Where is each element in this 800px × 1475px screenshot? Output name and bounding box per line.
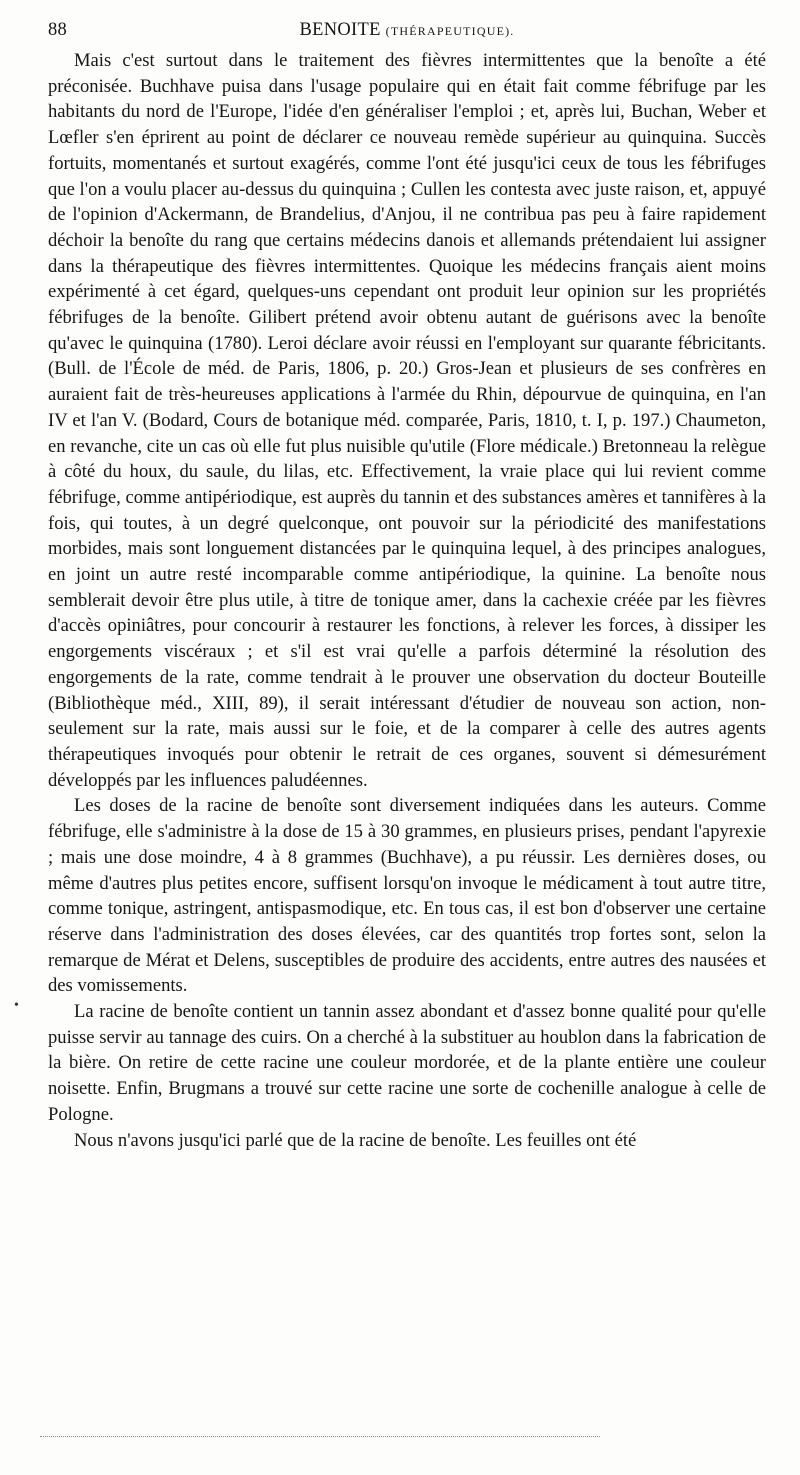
running-head	[48, 20, 766, 48]
header-title: BENOITE	[299, 20, 381, 40]
body-text	[48, 48, 766, 1153]
paragraph-tannin: La racine de benoîte contient un tannin assez abondant et d'assez bonne qualité pour qu'elle puisse servir au tannage des cuirs. On a cherché à la substituer au houblon dans la fabrication de la bière. On retire de cette racine une couleur mordorée, et de la plante entière une couleur noisette. Enfin, Brugmans a trouvé sur cette racine une sorte de cochenille analogue à celle de Pologne.	[48, 1001, 766, 1125]
header-subtitle: (THÉRAPEUTIQUE).	[385, 24, 515, 38]
header-title-group	[48, 20, 766, 41]
margin-mark: •	[14, 998, 19, 1013]
paragraph-doses: Les doses de la racine de benoîte sont diversement indiquées dans les auteurs. Comme fébrifuge, elle s'administre à la dose de 15 à 30 grammes, en plusieurs prises, pendant l'apyrexie ; mais une dose moindre, 4 à 8 grammes (Buchhave), a pu réussir. Les dernières doses, ou même d'autres plus petites encore, suffisent lorsqu'on invoque le médicament à tout autre titre, comme tonique, astringent, antispasmodique, etc. En tous cas, il est bon d'observer une certaine réserve dans l'administration des doses élevées, car des quantités trop fortes sont, selon la remarque de Mérat et Delens, susceptibles de produire des accidents, entre autres des nausées et des vomissements.	[48, 795, 766, 997]
page-number: 88	[48, 20, 68, 40]
paragraph-fevers: Mais c'est surtout dans le traitement des fièvres intermittentes que la benoîte a été préconisée. Buchhave puisa dans l'usage populaire qui en était fait comme fébrifuge par les habitants du nord de l'Europe, l'idée d'en généraliser l'emploi ; et, après lui, Buchan, Weber et Lœfler s'en éprirent au point de déclarer ce nouveau remède supérieur au quinquina. Succès fortuits, momentanés et surtout exagérés, comme l'ont été jusqu'ici ceux de tous les fébrifuges que l'on a voulu placer au-dessus du quinquina ; Cullen les contesta avec juste raison, et, appuyé de l'opinion d'Ackermann, de Brandelius, d'Anjou, il ne contribua pas peu à faire rapidement déchoir la benoîte du rang que certains médecins danois et allemands prétendaient lui assigner dans la thérapeutique des fièvres intermittentes. Quoique les médecins français aient moins expérimenté à cet égard, quelques-uns cependant ont produit leur opinion sur les propriétés fébrifuges de la benoîte. Gilibert prétend avoir obtenu autant de guérisons avec la benoîte qu'avec le quinquina (1780). Leroi déclare avoir réussi en l'employant sur quarante fébricitants. (Bull. de l'École de méd. de Paris, 1806, p. 20.) Gros-Jean et plusieurs de ses confrères en auraient fait de très-heureuses applications à l'armée du Rhin, dépourvue de quinquina, en l'an IV et l'an V. (Bodard, Cours de botanique méd. comparée, Paris, 1810, t. I, p. 197.) Chaumeton, en revanche, cite un cas où elle fut plus nuisible qu'utile (Flore médicale.) Bretonneau la relègue à côté du houx, du saule, du lilas, etc. Effectivement, la vraie place qui lui revient comme fébrifuge, comme antipériodique, est auprès du tannin et des substances amères et tannifères à la fois, qui toutes, à un degré quelconque, ont pouvoir sur la périodicité des manifestations morbides, mais sont longuement distancées par le quinquina lequel, à des principes analogues, en joint un autre resté incomparable comme antipériodique, la quinine. La benoîte nous semblerait devoir être plus utile, à titre de tonique amer, dans la cachexie créée par les fièvres d'accès opiniâtres, pour concourir à restaurer les fonctions, à relever les forces, à dissiper les engorgements viscéraux ; et s'il est vrai qu'elle a parfois déterminé la résolution des engorgements de la rate, comme tendrait à le prouver une observation du docteur Bouteille (Bibliothèque méd., XIII, 89), il serait intéressant d'étudier de nouveau son action, non-seulement sur la rate, mais aussi sur le foie, et de la comparer à celle des autres agents thérapeutiques invoqués pour obtenir le retrait de ces organes, souvent si démesurément développés par les influences paludéennes.	[48, 50, 766, 791]
paragraph-leaves: Nous n'avons jusqu'ici parlé que de la racine de benoîte. Les feuilles ont été	[74, 1129, 637, 1151]
page	[48, 20, 766, 1153]
footer-dotted-rule	[40, 1436, 600, 1437]
